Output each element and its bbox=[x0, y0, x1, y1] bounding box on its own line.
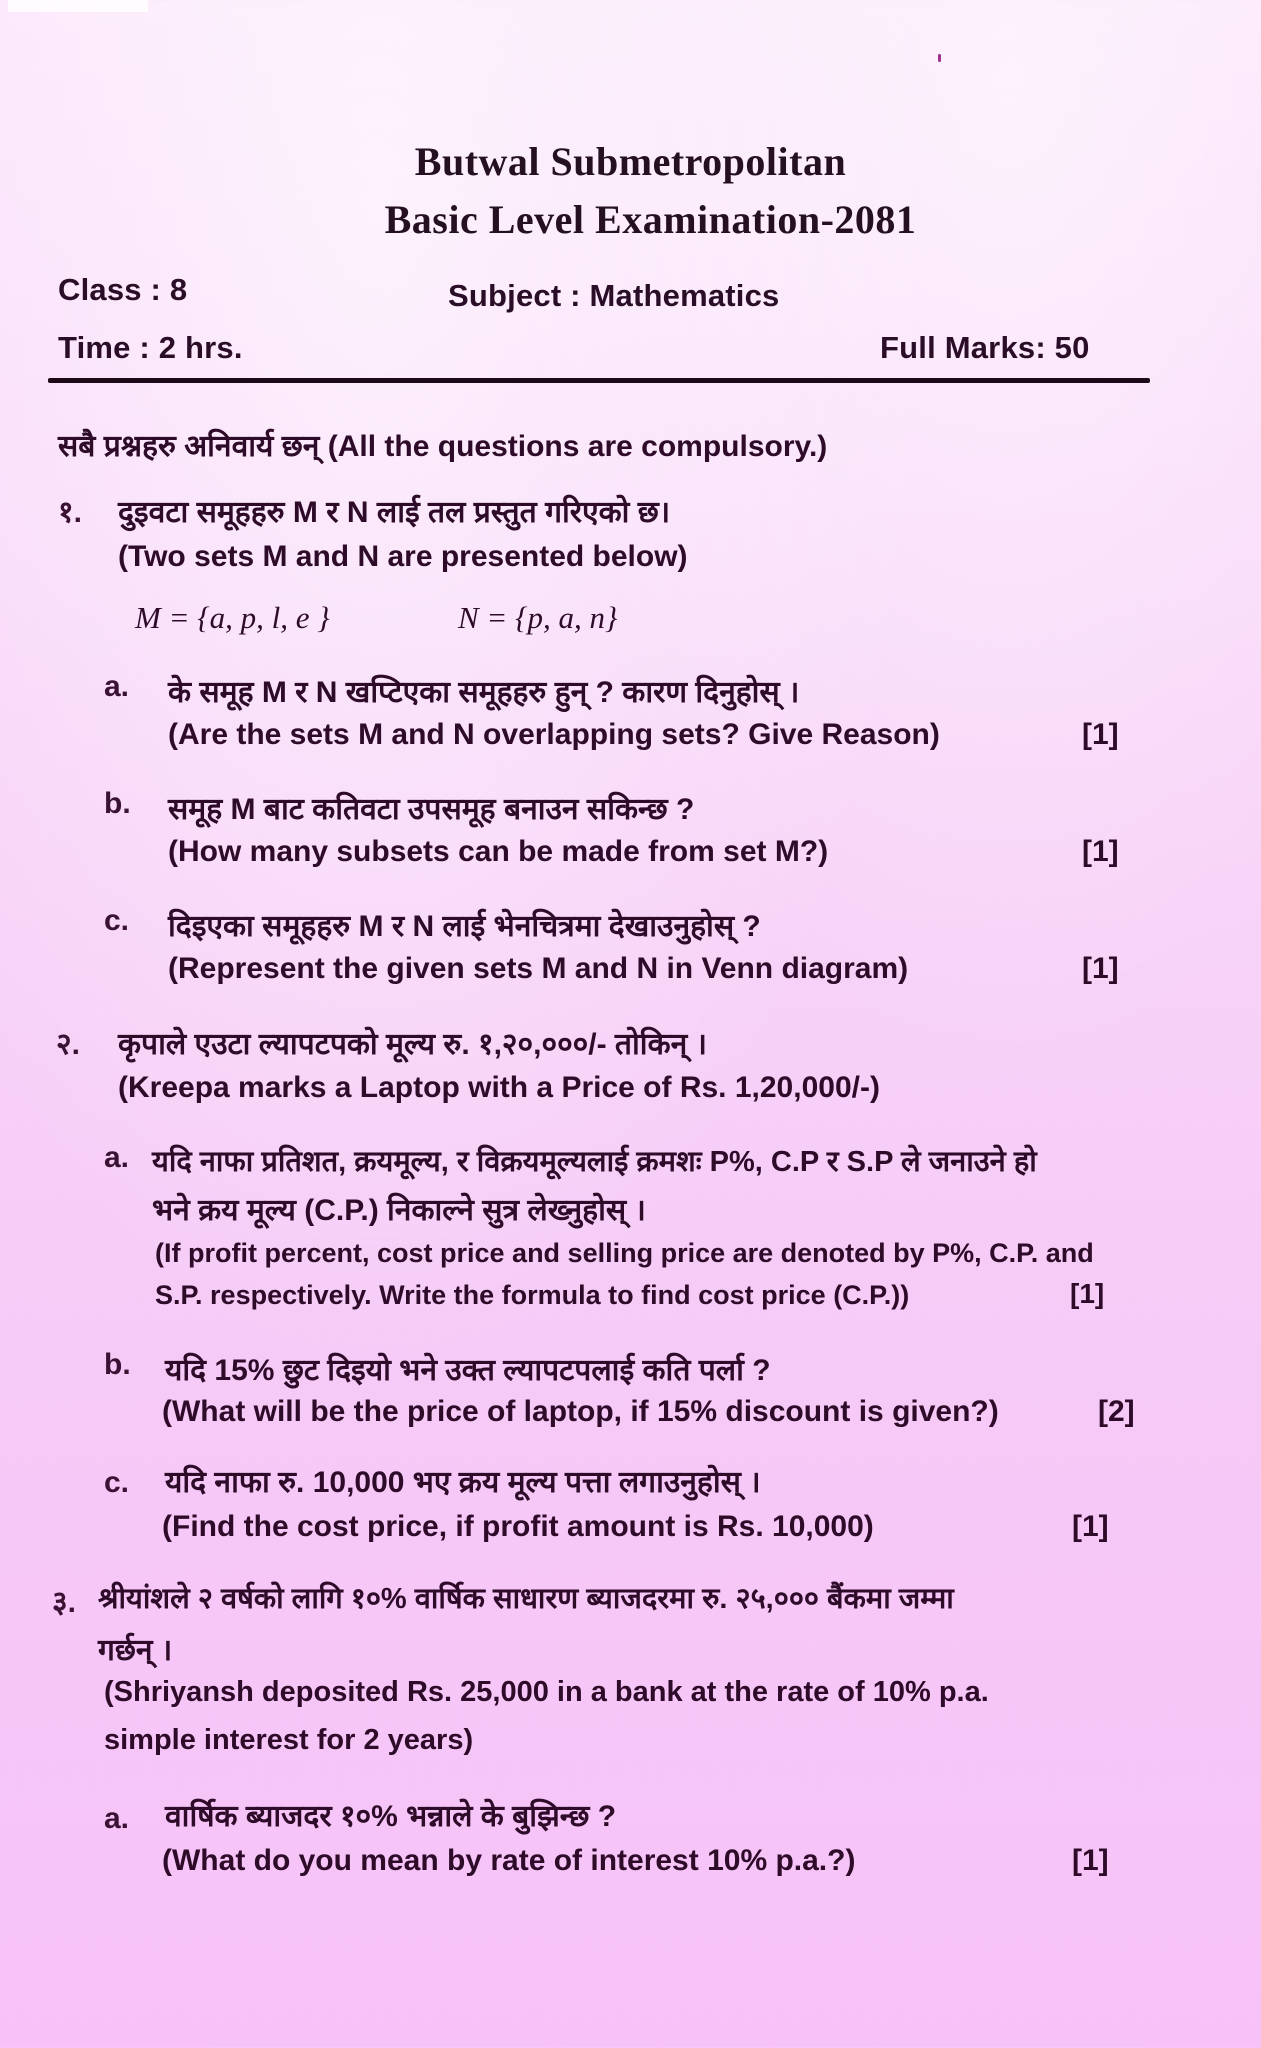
part-text-english: (Represent the given sets M and N in Venn diagram) bbox=[168, 952, 909, 985]
part-label: a. bbox=[104, 1802, 130, 1835]
question-text-nepali-line2: गर्छन् । bbox=[98, 1634, 173, 1667]
header-divider bbox=[48, 378, 1150, 383]
part-text-english: (What do you mean by rate of interest 10% p.a.?) bbox=[162, 1844, 856, 1877]
subject-label: Subject : Mathematics bbox=[448, 278, 780, 313]
exam-title-examination: Basic Level Examination-2081 bbox=[384, 197, 917, 242]
instructions: सबै प्रश्नहरु अनिवार्य छन् (All the questions are compulsory.) bbox=[58, 430, 828, 463]
part-text-nepali: यदि 15% छुट दिइयो भने उक्त ल्यापटपलाई कति पर्ला ? bbox=[165, 1354, 771, 1387]
set-m-definition: M = {a, p, l, e } bbox=[135, 600, 330, 635]
question-number: १. bbox=[58, 496, 82, 529]
marks-badge: [1] bbox=[1082, 718, 1119, 751]
part-text-nepali: समूह M बाट कतिवटा उपसमूह बनाउन सकिन्छ ? bbox=[168, 793, 695, 826]
question-number: ३. bbox=[52, 1586, 76, 1619]
part-label: c. bbox=[104, 1466, 130, 1499]
question-text-nepali-line1: श्रीयांशले २ वर्षको लागि १०% वार्षिक साधारण ब्याजदरमा रु. २५,००० बैंकमा जम्मा bbox=[98, 1583, 954, 1615]
set-n-definition: N = {p, a, n} bbox=[458, 600, 618, 635]
marks-badge: [1] bbox=[1072, 1510, 1109, 1543]
marks-badge: [1] bbox=[1070, 1278, 1105, 1309]
question-number: २. bbox=[56, 1028, 80, 1061]
question-text-nepali: कृपाले एउटा ल्यापटपको मूल्य रु. १,२०,०००/- तोकिन् । bbox=[118, 1028, 707, 1061]
question-text-english: (Two sets M and N are presented below) bbox=[118, 540, 688, 573]
part-text-nepali-line2: भने क्रय मूल्य (C.P.) निकाल्ने सुत्र लेख्नुहोस् । bbox=[152, 1194, 646, 1227]
part-text-nepali: दिइएका समूहहरु M र N लाई भेनचित्रमा देखाउनुहोस् ? bbox=[168, 910, 761, 943]
part-label: b. bbox=[104, 1348, 131, 1381]
part-label: c. bbox=[104, 904, 130, 937]
marks-badge: [2] bbox=[1098, 1395, 1135, 1428]
marks-badge: [1] bbox=[1082, 835, 1119, 868]
exam-title-institution: Butwal Submetropolitan bbox=[414, 139, 847, 184]
ink-speck bbox=[938, 54, 941, 62]
marks-badge: [1] bbox=[1072, 1844, 1109, 1877]
class-label: Class : 8 bbox=[58, 272, 188, 307]
tape-strip bbox=[8, 0, 148, 12]
question-text-english-line2: simple interest for 2 years) bbox=[104, 1724, 474, 1756]
part-text-english: (What will be the price of laptop, if 15% discount is given?) bbox=[162, 1395, 999, 1428]
full-marks-label: Full Marks: 50 bbox=[880, 330, 1090, 365]
part-text-english: (Find the cost price, if profit amount is Rs. 10,000) bbox=[162, 1510, 874, 1543]
marks-badge: [1] bbox=[1082, 952, 1119, 985]
time-label: Time : 2 hrs. bbox=[58, 330, 243, 365]
question-text-english-line1: (Shriyansh deposited Rs. 25,000 in a bank at the rate of 10% p.a. bbox=[104, 1676, 989, 1708]
part-text-nepali: के समूह M र N खप्टिएका समूहहरु हुन् ? कारण दिनुहोस् । bbox=[168, 676, 800, 709]
part-label: a. bbox=[104, 1141, 130, 1174]
part-text-english: (Are the sets M and N overlapping sets? Give Reason) bbox=[168, 718, 940, 751]
question-text-nepali: दुइवटा समूहहरु M र N लाई तल प्रस्तुत गरिएको छ। bbox=[118, 496, 671, 529]
part-label: b. bbox=[104, 787, 131, 820]
part-text-nepali: वार्षिक ब्याजदर १०% भन्नाले के बुझिन्छ ? bbox=[165, 1800, 617, 1833]
part-text-nepali: यदि नाफा रु. 10,000 भए क्रय मूल्य पत्ता लगाउनुहोस् । bbox=[165, 1466, 761, 1499]
part-text-english: (How many subsets can be made from set M?) bbox=[168, 835, 829, 868]
part-text-english-line1: (If profit percent, cost price and selling price are denoted by P%, C.P. and bbox=[155, 1238, 1094, 1268]
part-text-nepali-line1: यदि नाफा प्रतिशत, क्रयमूल्य, र विक्रयमूल्यलाई क्रमशः P%, C.P र S.P ले जनाउने हो bbox=[152, 1146, 1037, 1178]
question-text-english: (Kreepa marks a Laptop with a Price of Rs. 1,20,000/-) bbox=[118, 1071, 880, 1104]
part-text-english-line2: S.P. respectively. Write the formula to find cost price (C.P.)) bbox=[155, 1280, 910, 1310]
part-label: a. bbox=[104, 670, 130, 703]
